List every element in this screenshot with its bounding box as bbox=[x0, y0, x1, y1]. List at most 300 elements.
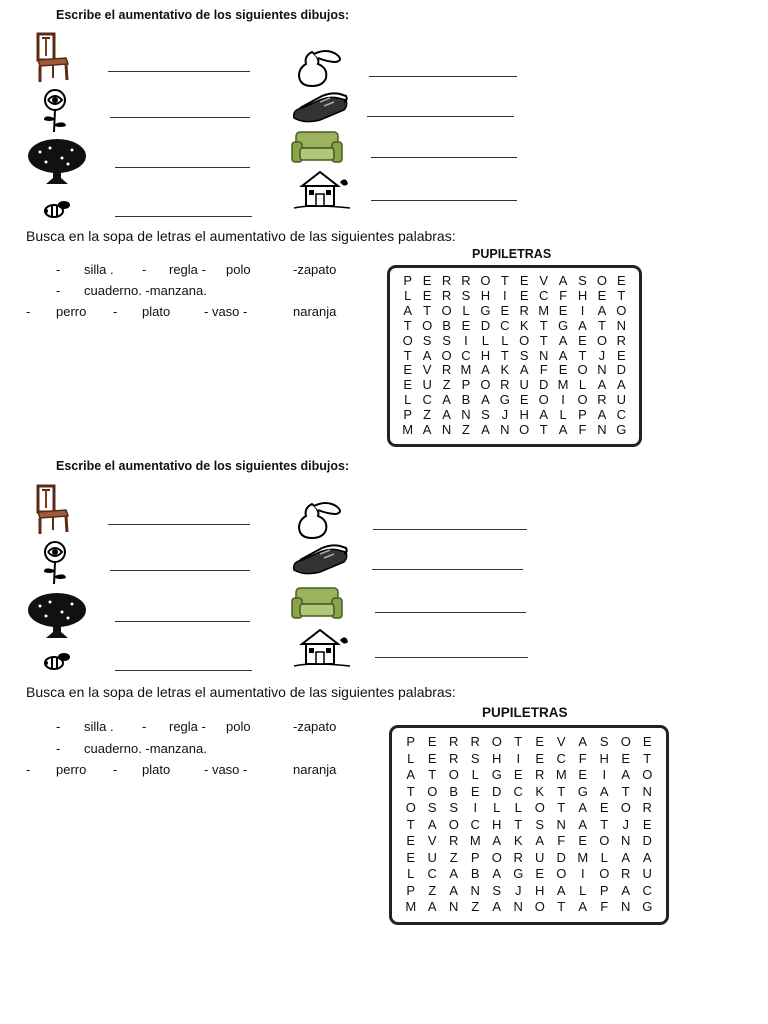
grid-letter[interactable]: T bbox=[539, 317, 548, 333]
grid-letter[interactable]: A bbox=[556, 882, 566, 898]
grid-letter[interactable]: E bbox=[403, 362, 413, 378]
answer-line[interactable] bbox=[115, 167, 250, 168]
grid-letter[interactable]: L bbox=[481, 332, 490, 348]
word-dash: - bbox=[56, 719, 61, 734]
grid-letter[interactable]: A bbox=[578, 816, 588, 832]
grid-letter[interactable]: O bbox=[448, 816, 459, 832]
grid-letter[interactable]: F bbox=[557, 833, 566, 849]
grid-letter[interactable]: O bbox=[441, 347, 452, 363]
grid-letter[interactable]: C bbox=[500, 317, 510, 333]
grid-letter[interactable]: E bbox=[519, 273, 529, 288]
grid-letter[interactable]: A bbox=[539, 407, 548, 423]
grid-letter[interactable]: M bbox=[402, 422, 414, 438]
answer-line[interactable] bbox=[367, 116, 514, 117]
grid-letter[interactable]: N bbox=[441, 422, 452, 438]
grid-letter[interactable]: H bbox=[577, 287, 588, 303]
grid-letter[interactable]: R bbox=[500, 377, 510, 393]
grid-letter[interactable]: A bbox=[617, 377, 626, 393]
grid-letter[interactable]: D bbox=[480, 317, 491, 333]
grid-letter[interactable]: N bbox=[597, 422, 607, 438]
grid-letter[interactable]: L bbox=[579, 882, 587, 898]
grid-letter[interactable]: H bbox=[535, 882, 545, 898]
grid-letter[interactable]: G bbox=[558, 317, 569, 333]
grid-letter[interactable]: F bbox=[600, 899, 609, 915]
answer-line[interactable] bbox=[108, 524, 250, 525]
grid-letter[interactable]: A bbox=[597, 407, 607, 423]
grid-letter[interactable]: B bbox=[461, 392, 471, 408]
grid-letter[interactable]: L bbox=[407, 750, 415, 766]
grid-letter[interactable]: N bbox=[500, 422, 510, 438]
grid-letter[interactable]: V bbox=[539, 273, 548, 288]
grid-letter[interactable]: J bbox=[515, 882, 522, 898]
grid-letter[interactable]: P bbox=[406, 882, 416, 898]
grid-letter[interactable]: R bbox=[441, 273, 452, 288]
grid-letter[interactable]: U bbox=[642, 866, 652, 882]
grid-letter[interactable]: Z bbox=[449, 849, 458, 865]
grid-letter[interactable]: G bbox=[491, 767, 502, 783]
grid-letter[interactable]: A bbox=[599, 783, 609, 799]
grid-letter[interactable]: S bbox=[519, 347, 529, 363]
grid-letter[interactable]: A bbox=[481, 362, 490, 378]
grid-letter[interactable]: P bbox=[470, 849, 480, 865]
grid-letter[interactable]: A bbox=[422, 422, 432, 438]
grid-letter[interactable]: O bbox=[599, 866, 610, 882]
grid-letter[interactable]: E bbox=[617, 347, 626, 363]
grid-letter[interactable]: L bbox=[501, 332, 509, 348]
grid-letter[interactable]: E bbox=[519, 392, 529, 408]
grid-letter[interactable]: S bbox=[535, 816, 545, 832]
grid-letter[interactable]: C bbox=[556, 750, 566, 766]
grid-letter[interactable]: R bbox=[449, 734, 459, 749]
grid-letter[interactable]: Z bbox=[423, 407, 432, 423]
grid-letter[interactable]: N bbox=[597, 362, 607, 378]
grid-letter[interactable]: P bbox=[406, 734, 416, 749]
grid-letter[interactable]: R bbox=[470, 734, 480, 749]
grid-letter[interactable]: O bbox=[491, 734, 502, 749]
grid-letter[interactable]: I bbox=[602, 767, 607, 783]
grid-letter[interactable]: A bbox=[481, 392, 490, 408]
grid-letter[interactable]: A bbox=[578, 899, 588, 915]
grid-letter[interactable]: S bbox=[442, 332, 451, 348]
grid-letter[interactable]: L bbox=[404, 392, 412, 408]
grid-letter[interactable]: O bbox=[519, 332, 530, 348]
answer-line[interactable] bbox=[372, 569, 523, 570]
grid-letter[interactable]: N bbox=[621, 899, 631, 915]
grid-letter[interactable]: O bbox=[402, 332, 413, 348]
grid-letter[interactable]: E bbox=[597, 287, 607, 303]
grid-letter[interactable]: O bbox=[616, 302, 627, 318]
word-item: polo bbox=[226, 262, 251, 277]
grid-letter[interactable]: U bbox=[427, 849, 437, 865]
grid-letter[interactable]: S bbox=[481, 407, 490, 423]
grid-letter[interactable]: P bbox=[403, 407, 413, 423]
sofa-icon bbox=[290, 130, 344, 166]
grid-letter[interactable]: N bbox=[449, 899, 459, 915]
grid-letter[interactable]: E bbox=[406, 849, 416, 865]
grid-letter[interactable]: N bbox=[538, 347, 549, 363]
grid-letter[interactable]: T bbox=[557, 800, 566, 816]
grid-row bbox=[390, 274, 639, 289]
grid-letter[interactable]: L bbox=[471, 767, 479, 783]
grid-letter[interactable]: L bbox=[462, 302, 470, 318]
grid-letter[interactable]: O bbox=[534, 899, 545, 915]
grid-letter[interactable]: E bbox=[406, 833, 416, 849]
grid-letter[interactable]: A bbox=[449, 882, 459, 898]
grid-letter[interactable]: U bbox=[519, 377, 529, 393]
grid-letter[interactable]: K bbox=[519, 317, 529, 333]
grid-letter[interactable]: R bbox=[461, 273, 471, 288]
grid-letter[interactable]: S bbox=[461, 287, 471, 303]
grid-letter[interactable]: S bbox=[470, 750, 480, 766]
grid-letter[interactable]: T bbox=[403, 317, 412, 333]
grid-letter[interactable]: B bbox=[449, 783, 459, 799]
grid-letter[interactable]: K bbox=[513, 833, 523, 849]
grid-letter[interactable]: F bbox=[559, 287, 568, 303]
grid-letter[interactable]: B bbox=[470, 866, 480, 882]
word-item: perro bbox=[56, 762, 87, 777]
grid-letter[interactable]: T bbox=[539, 422, 548, 438]
grid-letter[interactable]: T bbox=[428, 767, 437, 783]
grid-letter[interactable]: E bbox=[599, 800, 609, 816]
grid-letter[interactable]: O bbox=[538, 392, 549, 408]
grid-letter[interactable]: T bbox=[621, 783, 630, 799]
grid-letter[interactable]: Z bbox=[462, 422, 470, 438]
grid-letter[interactable]: O bbox=[422, 317, 433, 333]
grid-letter[interactable]: N bbox=[556, 816, 566, 832]
grid-letter[interactable]: I bbox=[473, 800, 478, 816]
grid-letter[interactable]: C bbox=[642, 882, 652, 898]
grid-letter[interactable]: O bbox=[620, 800, 631, 816]
grid-letter[interactable]: S bbox=[449, 800, 459, 816]
grid-letter[interactable]: S bbox=[422, 332, 432, 348]
grid-letter[interactable]: E bbox=[427, 750, 437, 766]
grid-letter[interactable]: L bbox=[578, 377, 587, 393]
grid-letter[interactable]: T bbox=[406, 783, 415, 799]
grid-letter[interactable]: A bbox=[597, 377, 607, 393]
grid-letter[interactable]: O bbox=[448, 767, 459, 783]
grid-letter[interactable]: A bbox=[535, 833, 545, 849]
grid-letter[interactable]: N bbox=[642, 783, 652, 799]
grid-letter[interactable]: E bbox=[558, 302, 568, 318]
grid-letter[interactable]: A bbox=[427, 899, 437, 915]
grid-letter[interactable]: A bbox=[449, 866, 459, 882]
grid-letter[interactable]: O bbox=[405, 800, 416, 816]
grid-letter[interactable]: N bbox=[616, 317, 627, 333]
grid-letter[interactable]: O bbox=[441, 302, 452, 318]
grid-letter[interactable]: E bbox=[535, 866, 545, 882]
grid-letter[interactable]: V bbox=[427, 833, 437, 849]
grid-letter[interactable]: A bbox=[442, 407, 451, 423]
grid-letter[interactable]: J bbox=[622, 816, 629, 832]
grid-letter[interactable]: D bbox=[538, 377, 549, 393]
grid-letter[interactable]: E bbox=[427, 734, 437, 749]
grid-letter[interactable]: T bbox=[557, 899, 566, 915]
grid-letter[interactable]: N bbox=[470, 882, 480, 898]
grid-letter[interactable]: G bbox=[513, 866, 524, 882]
grid-letter[interactable]: A bbox=[481, 422, 490, 438]
grid-letter[interactable]: A bbox=[558, 273, 568, 288]
answer-line[interactable] bbox=[115, 216, 252, 217]
answer-line[interactable] bbox=[108, 71, 250, 72]
grid-letter[interactable]: R bbox=[441, 362, 452, 378]
grid-letter[interactable]: R bbox=[449, 833, 459, 849]
grid-letter[interactable]: S bbox=[492, 882, 502, 898]
grid-letter[interactable]: R bbox=[642, 800, 652, 816]
grid-letter[interactable]: T bbox=[600, 816, 609, 832]
grid-letter[interactable]: O bbox=[480, 377, 491, 393]
grid-letter[interactable]: F bbox=[539, 362, 548, 378]
grid-row bbox=[390, 304, 639, 319]
grid-letter[interactable]: O bbox=[577, 362, 588, 378]
grid-letter[interactable]: P bbox=[461, 377, 471, 393]
grid-letter[interactable]: M bbox=[577, 849, 589, 865]
grid-letter[interactable]: F bbox=[578, 422, 587, 438]
grid-letter[interactable]: T bbox=[597, 317, 606, 333]
grid-letter[interactable]: A bbox=[427, 816, 437, 832]
word-item: cuaderno. -manzana. bbox=[84, 741, 207, 756]
word-item: silla . bbox=[84, 719, 114, 734]
grid-letter[interactable]: H bbox=[519, 407, 529, 423]
grid-letter[interactable]: I bbox=[580, 302, 585, 318]
word-item: regla - bbox=[169, 262, 206, 277]
grid-letter[interactable]: P bbox=[403, 273, 413, 288]
grid-letter[interactable]: N bbox=[461, 407, 471, 423]
grid-letter[interactable]: A bbox=[422, 347, 432, 363]
grid-letter[interactable]: E bbox=[621, 750, 631, 766]
grid-letter[interactable]: D bbox=[616, 362, 627, 378]
grid-letter[interactable]: P bbox=[599, 882, 609, 898]
grid-letter[interactable]: G bbox=[499, 392, 510, 408]
grid-letter[interactable]: E bbox=[578, 332, 587, 348]
grid-letter[interactable]: L bbox=[407, 866, 415, 882]
grid-letter[interactable]: U bbox=[535, 849, 545, 865]
grid-letter[interactable]: E bbox=[500, 302, 510, 318]
grid-letter[interactable]: E bbox=[535, 734, 545, 749]
grid-letter[interactable]: E bbox=[535, 750, 545, 766]
grid-letter[interactable]: O bbox=[596, 332, 607, 348]
grid-letter[interactable]: A bbox=[519, 362, 529, 378]
grid-letter[interactable]: M bbox=[460, 362, 472, 378]
grid-letter[interactable]: E bbox=[642, 734, 652, 749]
word-item: silla . bbox=[84, 262, 114, 277]
grid-letter[interactable]: M bbox=[555, 767, 567, 783]
grid-letter[interactable]: E bbox=[513, 767, 523, 783]
grid-letter[interactable]: A bbox=[558, 422, 568, 438]
grid-letter[interactable]: H bbox=[492, 816, 502, 832]
worksheet-title: Escribe el aumentativo de los siguientes dibujos: bbox=[56, 8, 350, 22]
grid-letter[interactable]: T bbox=[557, 783, 566, 799]
grid-letter[interactable]: A bbox=[578, 800, 588, 816]
grid-letter[interactable]: E bbox=[461, 317, 471, 333]
grid-letter[interactable]: T bbox=[578, 347, 587, 363]
answer-line[interactable] bbox=[375, 657, 528, 658]
grid-letter[interactable]: A bbox=[492, 833, 502, 849]
grid-letter[interactable]: T bbox=[500, 347, 509, 363]
grid-letter[interactable]: T bbox=[539, 332, 548, 348]
grid-letter[interactable]: N bbox=[621, 833, 631, 849]
grid-letter[interactable]: U bbox=[422, 377, 432, 393]
grid-letter[interactable]: F bbox=[578, 750, 587, 766]
grid-letter[interactable]: T bbox=[514, 734, 523, 749]
grid-letter[interactable]: E bbox=[558, 362, 568, 378]
grid-letter[interactable]: R bbox=[621, 866, 631, 882]
grid-letter[interactable]: R bbox=[449, 750, 459, 766]
grid-letter[interactable]: A bbox=[578, 734, 588, 749]
word-dash: - bbox=[113, 762, 118, 777]
grid-letter[interactable]: S bbox=[578, 273, 587, 288]
grid-letter[interactable]: I bbox=[503, 287, 507, 303]
grid-letter[interactable]: A bbox=[621, 882, 631, 898]
grid-letter[interactable]: I bbox=[580, 866, 585, 882]
grid-letter[interactable]: R bbox=[616, 332, 627, 348]
grid-letter[interactable]: A bbox=[597, 302, 607, 318]
answer-line[interactable] bbox=[115, 621, 250, 622]
grid-letter[interactable]: E bbox=[578, 767, 588, 783]
grid-letter[interactable]: R bbox=[597, 392, 607, 408]
grid-letter[interactable]: V bbox=[422, 362, 432, 378]
grid-letter[interactable]: D bbox=[642, 833, 652, 849]
grid-letter[interactable]: T bbox=[514, 816, 523, 832]
grid-letter[interactable]: R bbox=[519, 302, 529, 318]
grid-letter[interactable]: O bbox=[534, 800, 545, 816]
grid-letter[interactable]: V bbox=[556, 734, 566, 749]
grid-letter[interactable]: O bbox=[577, 392, 588, 408]
grid-letter[interactable]: G bbox=[616, 422, 627, 438]
word-search-grid bbox=[389, 725, 669, 925]
grid-letter[interactable]: T bbox=[500, 273, 509, 288]
word-item: -zapato bbox=[293, 719, 337, 734]
grid-letter[interactable]: O bbox=[620, 734, 631, 749]
grid-letter[interactable]: A bbox=[406, 767, 416, 783]
grid-letter[interactable]: N bbox=[513, 899, 523, 915]
grid-letter[interactable]: T bbox=[406, 816, 415, 832]
grid-letter[interactable]: L bbox=[559, 407, 567, 423]
grid-letter[interactable]: J bbox=[598, 347, 606, 363]
grid-letter[interactable]: S bbox=[599, 734, 609, 749]
grid-letter[interactable]: R bbox=[441, 287, 452, 303]
grid-letter[interactable]: O bbox=[596, 273, 607, 288]
grid-letter[interactable]: C bbox=[470, 816, 480, 832]
grid-letter[interactable]: M bbox=[557, 377, 569, 393]
grid-row bbox=[392, 850, 666, 867]
grid-letter[interactable]: T bbox=[617, 287, 626, 303]
tree-icon bbox=[26, 592, 88, 640]
grid-letter[interactable]: O bbox=[480, 273, 491, 288]
grid-letter[interactable]: T bbox=[423, 302, 432, 318]
grid-letter[interactable]: A bbox=[558, 332, 568, 348]
grid-letter[interactable]: D bbox=[556, 849, 566, 865]
grid-letter[interactable]: T bbox=[403, 347, 412, 363]
grid-letter[interactable]: A bbox=[492, 899, 502, 915]
grid-letter[interactable]: M bbox=[538, 302, 550, 318]
grid-letter[interactable]: T bbox=[643, 750, 652, 766]
answer-line[interactable] bbox=[371, 157, 517, 158]
grid-letter[interactable]: C bbox=[422, 392, 432, 408]
grid-letter[interactable]: A bbox=[492, 866, 502, 882]
grid-letter[interactable]: E bbox=[422, 273, 432, 288]
grid-row bbox=[390, 289, 639, 304]
grid-letter[interactable]: L bbox=[493, 800, 501, 816]
grid-letter[interactable]: Z bbox=[428, 882, 437, 898]
grid-letter[interactable]: L bbox=[600, 849, 608, 865]
grid-letter[interactable]: M bbox=[469, 833, 481, 849]
grid-letter[interactable]: D bbox=[492, 783, 502, 799]
grid-letter[interactable]: H bbox=[480, 287, 491, 303]
grid-letter[interactable]: I bbox=[561, 392, 565, 408]
grid-letter[interactable]: E bbox=[617, 273, 626, 288]
word-item: perro bbox=[56, 304, 87, 319]
grid-letter[interactable]: H bbox=[480, 347, 491, 363]
answer-line[interactable] bbox=[115, 670, 252, 671]
grid-letter[interactable]: E bbox=[519, 287, 529, 303]
grid-letter[interactable]: E bbox=[422, 287, 432, 303]
grid-letter[interactable]: L bbox=[514, 800, 522, 816]
grid-letter[interactable]: C bbox=[427, 866, 437, 882]
grid-letter[interactable]: J bbox=[501, 407, 509, 423]
grid-letter[interactable]: A bbox=[578, 317, 587, 333]
grid-letter[interactable]: A bbox=[642, 849, 652, 865]
grid-letter[interactable]: C bbox=[538, 287, 549, 303]
grid-letter[interactable]: O bbox=[556, 866, 567, 882]
grid-letter[interactable]: I bbox=[464, 332, 468, 348]
grid-letter[interactable]: M bbox=[405, 899, 417, 915]
grid-letter[interactable]: I bbox=[516, 750, 521, 766]
answer-line[interactable] bbox=[110, 570, 250, 571]
chair-icon bbox=[34, 484, 72, 536]
grid-letter[interactable]: K bbox=[535, 783, 545, 799]
grid-letter[interactable]: Z bbox=[471, 899, 480, 915]
grid-row bbox=[392, 899, 666, 916]
grid-letter[interactable]: A bbox=[442, 392, 451, 408]
grid-letter[interactable]: L bbox=[404, 287, 412, 303]
grid-letter[interactable]: G bbox=[577, 783, 588, 799]
grid-letter[interactable]: O bbox=[599, 833, 610, 849]
grid-letter[interactable]: E bbox=[470, 783, 480, 799]
answer-line[interactable] bbox=[375, 612, 526, 613]
grid-letter[interactable]: A bbox=[621, 849, 631, 865]
grid-letter[interactable]: K bbox=[500, 362, 510, 378]
grid-letter[interactable]: H bbox=[599, 750, 609, 766]
grid-letter[interactable]: U bbox=[616, 392, 627, 408]
grid-letter[interactable]: Z bbox=[442, 377, 451, 393]
grid-letter[interactable]: R bbox=[513, 849, 523, 865]
grid-letter[interactable]: C bbox=[616, 407, 627, 423]
grid-letter[interactable]: P bbox=[578, 407, 587, 423]
grid-letter[interactable]: C bbox=[513, 783, 523, 799]
grid-letter[interactable]: B bbox=[442, 317, 451, 333]
grid-letter[interactable]: E bbox=[403, 377, 413, 393]
grid-letter[interactable]: O bbox=[519, 422, 530, 438]
grid-letter[interactable]: O bbox=[427, 783, 438, 799]
grid-letter[interactable]: E bbox=[642, 816, 652, 832]
answer-line[interactable] bbox=[371, 200, 517, 201]
answer-line[interactable] bbox=[373, 529, 527, 530]
grid-letter[interactable]: A bbox=[621, 767, 631, 783]
grid-letter[interactable]: G bbox=[480, 302, 491, 318]
grid-letter[interactable]: S bbox=[427, 800, 437, 816]
grid-letter[interactable]: O bbox=[642, 767, 653, 783]
grid-letter[interactable]: R bbox=[535, 767, 545, 783]
answer-line[interactable] bbox=[369, 76, 517, 77]
answer-line[interactable] bbox=[110, 117, 250, 118]
grid-letter[interactable]: E bbox=[578, 833, 588, 849]
grid-letter[interactable]: A bbox=[558, 347, 568, 363]
grid-letter[interactable]: O bbox=[491, 849, 502, 865]
grid-letter[interactable]: H bbox=[492, 750, 502, 766]
grid-letter[interactable]: A bbox=[403, 302, 413, 318]
grid-letter[interactable]: C bbox=[461, 347, 471, 363]
grid-letter[interactable]: G bbox=[642, 899, 653, 915]
